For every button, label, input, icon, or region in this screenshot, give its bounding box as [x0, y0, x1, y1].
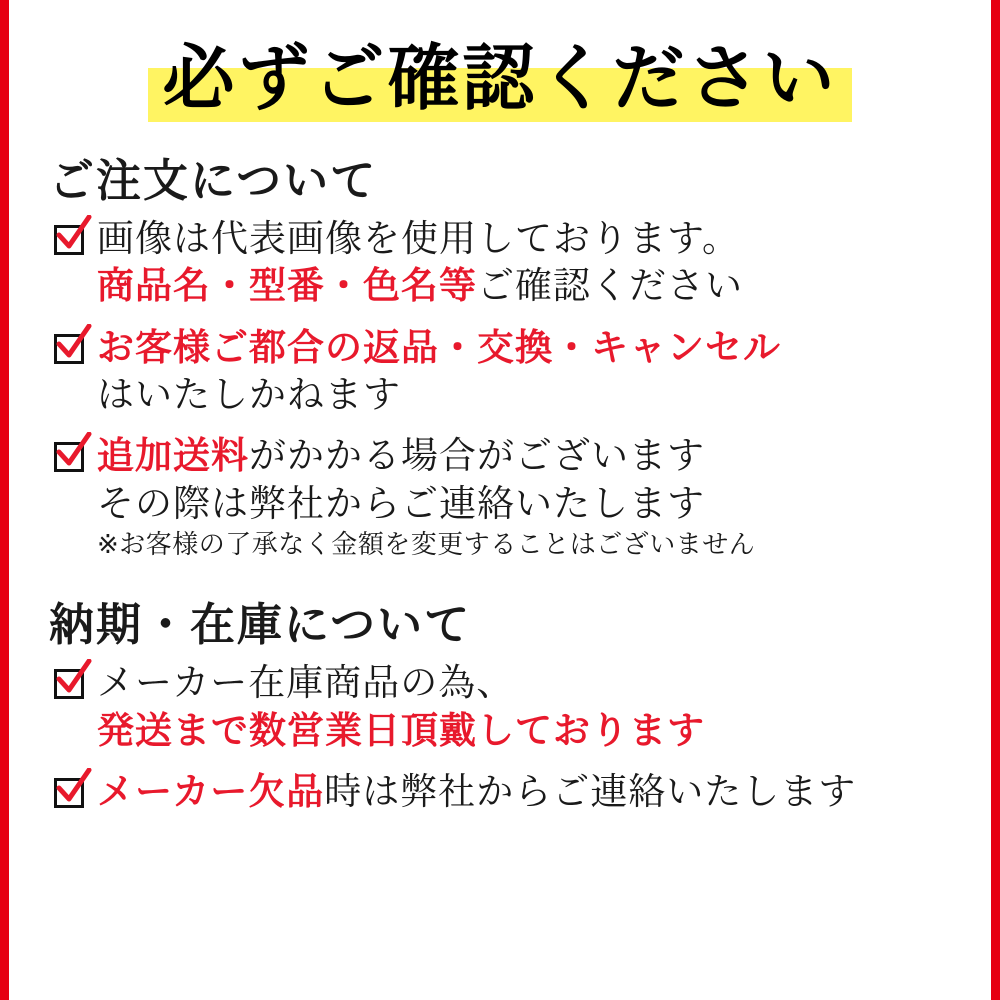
list-item-line: 画像は代表画像を使用しております。 — [97, 217, 741, 260]
section-heading-orders: ご注文について — [49, 154, 378, 207]
normal-text: 時は弊社からご連絡いたします — [324, 770, 857, 814]
list-item-lines — [97, 659, 959, 754]
page-title — [148, 38, 851, 122]
list-item-line: お客様ご都合の返品・交換・キャンセル — [97, 325, 781, 369]
checkbox-checked-icon — [51, 330, 91, 370]
list-item-lines — [97, 215, 959, 310]
emphasis-text: 商品名・型番・色名等 — [97, 264, 477, 308]
page-title-text: 必ずご確認ください — [162, 36, 838, 120]
list-item-line — [97, 432, 959, 479]
normal-text: ご確認ください — [477, 264, 743, 308]
checkbox-checked-icon — [51, 221, 91, 261]
list-item — [51, 215, 959, 310]
list-item — [51, 324, 959, 419]
list-item-line: 発送まで数営業日頂戴しております — [97, 708, 705, 752]
list-item-line: その際は弊社からご連絡いたします — [97, 481, 705, 525]
list-item-lines — [97, 324, 959, 419]
section-heading-delivery: 納期・在庫について — [49, 598, 472, 652]
checkbox-checked-icon — [51, 774, 91, 814]
list-item-line: はいたしかねます — [97, 373, 401, 417]
list-item — [51, 768, 959, 815]
page-title-wrap — [41, 38, 959, 122]
list-item-lines — [97, 768, 959, 815]
left-red-bar — [0, 0, 9, 1000]
notice-content — [9, 0, 991, 1000]
list-item-line — [97, 262, 959, 309]
list-item-line: メーカー在庫商品の為、 — [97, 661, 515, 705]
list-item — [51, 659, 959, 754]
checkbox-checked-icon — [51, 665, 91, 705]
list-item-note: ※お客様の了承なく金額を変更することはございません — [97, 530, 756, 561]
list-item — [51, 432, 959, 562]
list-item-lines — [97, 432, 959, 562]
right-red-bar — [991, 0, 1000, 1000]
list-item-line — [97, 768, 959, 815]
normal-text: がかかる場合がございます — [249, 434, 705, 478]
checkbox-checked-icon — [51, 438, 91, 478]
emphasis-text: メーカー欠品 — [97, 770, 325, 814]
emphasis-text: 追加送料 — [97, 434, 249, 478]
